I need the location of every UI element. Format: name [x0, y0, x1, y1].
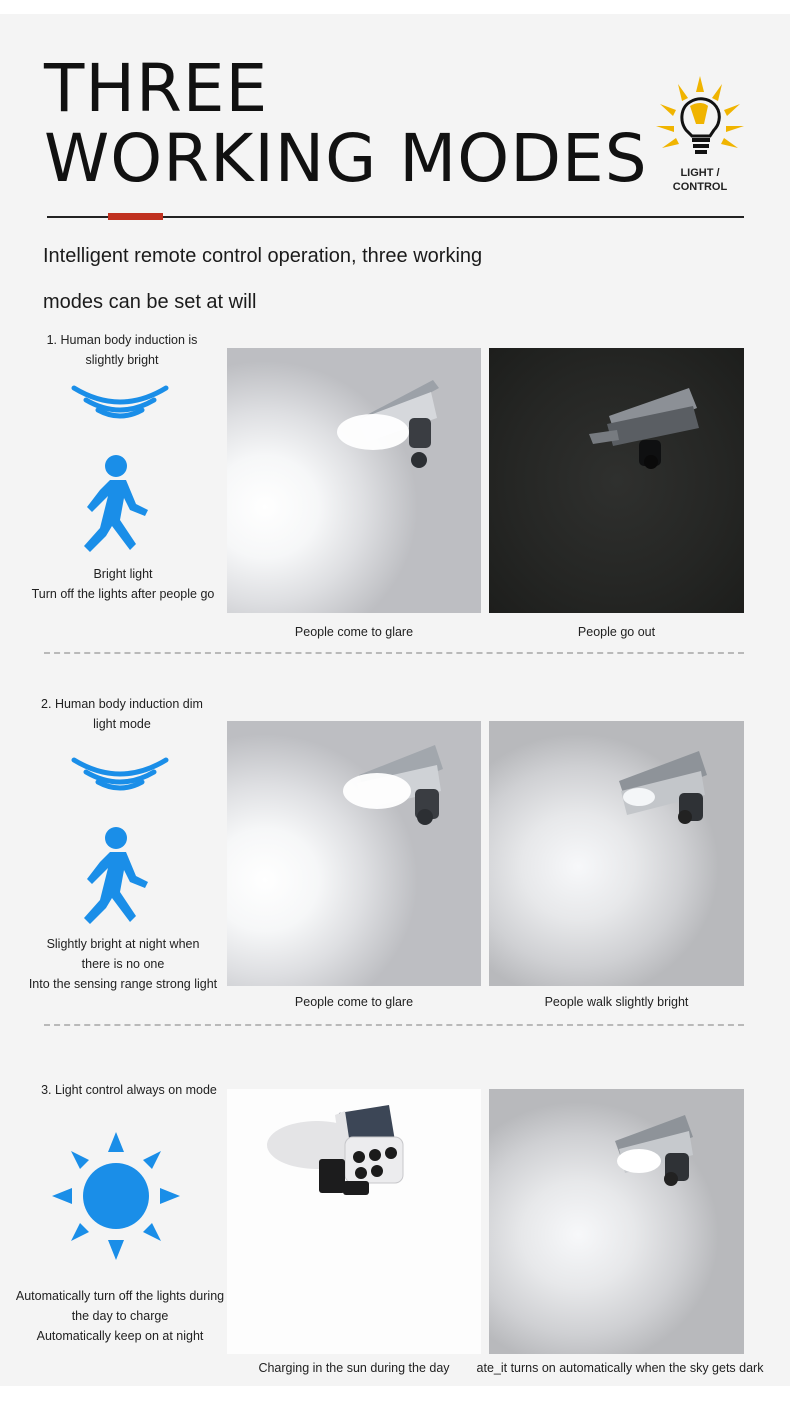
mode3-photo-day [227, 1089, 481, 1354]
badge-line-2: CONTROL [672, 181, 728, 193]
section-divider-2 [44, 1024, 744, 1026]
title-line-2: WORKING MODES [44, 120, 648, 197]
mode1-photo2-caption: People go out [577, 625, 656, 639]
mode3-photo1-caption: Charging in the sun during the day [258, 1361, 450, 1375]
light-control-badge [652, 74, 748, 194]
motion-sensor-person-icon [70, 752, 170, 932]
mode2-photo1-caption: People come to glare [294, 995, 414, 1009]
mode1-heading-line-2: slightly bright [85, 353, 159, 367]
mode2-note-line-1: Slightly bright at night when [46, 937, 200, 951]
lightbulb-icon [652, 74, 748, 164]
mode2-photo2-caption: People walk slightly bright [544, 995, 689, 1009]
camera-light-fixture [615, 1115, 693, 1186]
mode2-note [16, 934, 230, 994]
motion-sensor-person-icon [70, 380, 170, 560]
mode2-heading-line-2: light mode [93, 717, 151, 731]
mode3-note-line-1: Automatically turn off the lights during [15, 1289, 225, 1303]
section-divider-1 [44, 652, 744, 654]
mode1-heading-line-1: 1. Human body induction is [46, 333, 198, 347]
mode1-note-line-1: Bright light [93, 567, 153, 581]
mode2-note-line-2: there is no one [81, 957, 165, 971]
mode2-photo-dim [489, 721, 744, 986]
camera-light-fixture [619, 751, 707, 824]
mode2-heading-line-1: 2. Human body induction dim [41, 697, 203, 711]
camera-light-fixture [589, 388, 699, 469]
intro-line-1: Intelligent remote control operation, three working [43, 245, 483, 267]
mode1-note-line-2: Turn off the lights after people go [31, 587, 215, 601]
mode3-note-line-2: the day to charge [71, 1309, 169, 1323]
mode1-note [20, 564, 226, 604]
header-divider-accent [108, 213, 163, 220]
mode1-heading [22, 330, 222, 370]
camera-light-fixture [337, 380, 439, 468]
mode3-note [6, 1286, 234, 1346]
title-line-1: THREE [44, 50, 269, 127]
intro-line-2: modes can be set at will [43, 291, 257, 313]
mode2-heading [22, 694, 222, 734]
camera-light-fixture [343, 745, 443, 825]
camera-light-fixture [267, 1105, 403, 1195]
mode3-photo2-caption: ate_it turns on automatically when the sky gets dark [476, 1361, 764, 1375]
mode3-note-line-3: Automatically keep on at night [36, 1329, 204, 1343]
mode1-photo-dark [489, 348, 744, 613]
mode2-note-line-3: Into the sensing range strong light [28, 977, 218, 991]
sun-icon [52, 1132, 180, 1260]
badge-label [652, 166, 748, 194]
mode2-photo-glare [227, 721, 481, 986]
mode3-heading: 3. Light control always on mode [41, 1083, 217, 1097]
product-info-page [0, 14, 790, 1386]
mode3-photo-night [489, 1089, 744, 1354]
page-title [44, 50, 648, 197]
badge-line-1: LIGHT / [680, 167, 720, 179]
mode1-photo1-caption: People come to glare [294, 625, 414, 639]
mode1-photo-glare [227, 348, 481, 613]
